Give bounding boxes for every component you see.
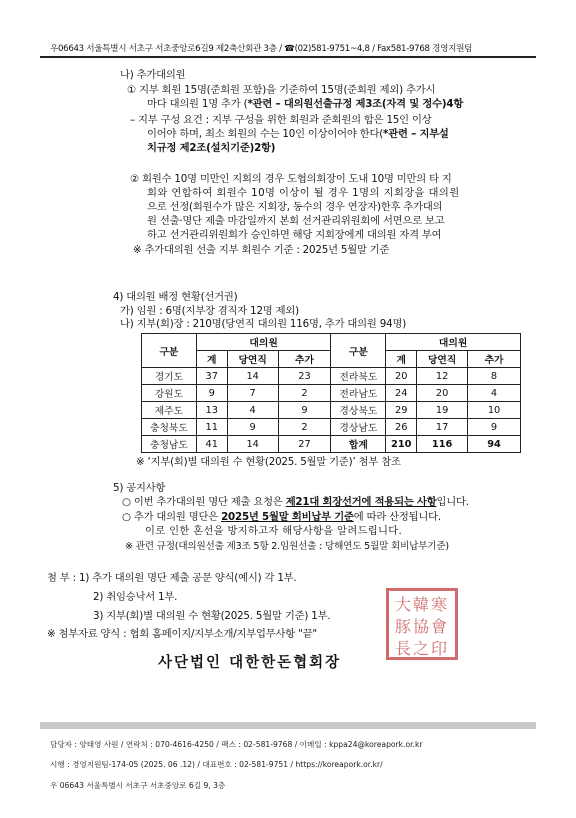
table-cell: 14	[227, 368, 278, 385]
letterhead-address: 우06643 서울특별시 서초구 서초중앙로6길9 제2축산회관 3층 / ☎(02)581-9751~4,8 / Fax581-9768 경영지원팀	[50, 44, 473, 54]
table-row	[142, 385, 521, 402]
branch-requirement-line3: 치규정 제2조(설치기준)2항)	[147, 142, 276, 154]
allocation-officers: 가) 임원 : 6명(지부장 겸직자 12명 제외)	[120, 305, 299, 317]
notice-item-1-text: ○ 이번 추가대의원 명단 제출 요청은	[122, 496, 286, 508]
table-cell: 충청북도	[142, 419, 197, 436]
notice-item-1	[122, 495, 469, 509]
section-title-delegate-allocation: 4) 대의원 배정 현황(선거권)	[113, 291, 238, 303]
table-header-total: 계	[196, 351, 227, 368]
table-cell: 9	[196, 385, 227, 402]
table-cell: 2	[278, 419, 331, 436]
notice-item-2-text: ○ 추가 대의원 명단은	[122, 511, 222, 523]
table-cell-total-label: 합계	[331, 436, 386, 453]
table-cell: 9	[227, 419, 278, 436]
table-cell: 29	[386, 402, 417, 419]
table-cell: 충청남도	[142, 436, 197, 453]
rule-item-2-line1: ② 회원수 10명 미만인 지회의 경우 도협의회장이 도내 10명 미만의 타 지	[130, 173, 452, 185]
notice-item-2	[122, 510, 441, 524]
table-cell: 10	[468, 402, 521, 419]
rule-item-2-line4: 원 선출·명단 제출 마감일까지 본회 선거관리위원회에 서면으로 보고	[147, 215, 445, 227]
attachment-note: ※ 첨부자료 양식 : 협회 홈페이지/지부소개/지부업무사항 "끝"	[47, 628, 317, 640]
allocation-branch-heads: 나) 지부(회)장 : 210명(당연직 대의원 116명, 추가 대의원 94명)	[120, 318, 407, 330]
table-header-delegates: 대의원	[196, 334, 331, 351]
table-cell-total: 210	[386, 436, 417, 453]
table-cell: 8	[468, 368, 521, 385]
table-header-delegates-right: 대의원	[386, 334, 521, 351]
table-header-region: 구분	[142, 334, 197, 368]
table-cell: 20	[386, 368, 417, 385]
table-cell: 경상남도	[331, 419, 386, 436]
rule-item-1-reference: *관련 – 대의원선출규정 제3조(자격 및 정수)4항	[247, 98, 464, 110]
table-cell: 경상북도	[331, 402, 386, 419]
table-reference-note: ※ ‘지부(회)별 대의원 수 현황(2025. 5월말 기준)’ 첨부 참조	[136, 456, 401, 468]
table-cell-total: 116	[417, 436, 468, 453]
table-cell: 경기도	[142, 368, 197, 385]
branch-requirement-line1: – 지부 구성 요건 : 지부 구성을 위한 회원과 준회원의 합은 15인 이상	[130, 114, 432, 126]
table-cell: 4	[227, 402, 278, 419]
table-header-additional: 추가	[278, 351, 331, 368]
table-cell: 7	[227, 385, 278, 402]
rule-item-1-line1: ① 지부 회원 15명(준회원 포함)을 기준하여 15명(준회원 제외) 추가시	[127, 84, 436, 96]
table-cell: 26	[386, 419, 417, 436]
table-cell: 12	[417, 368, 468, 385]
branch-requirement-text: 이어야 하며, 최소 회원의 수는 10인 이상이어야 한다(	[147, 128, 384, 140]
table-header-ex-officio-right: 당연직	[417, 351, 468, 368]
notice-item-1-emphasis: 제21대 회장선거에 적용되는 사항	[285, 496, 437, 508]
rule-item-2-line3: 으로 선정(회원수가 많은 지회장, 동수의 경우 연장자)한후 추가대의	[147, 201, 443, 213]
table-header-additional-right: 추가	[468, 351, 521, 368]
table-cell: 9	[278, 402, 331, 419]
table-cell-total: 94	[468, 436, 521, 453]
table-cell: 9	[468, 419, 521, 436]
table-cell: 20	[417, 385, 468, 402]
additional-delegate-note: ※ 추가대의원 선출 지부 회원수 기준 : 2025년 5월말 기준	[133, 244, 390, 256]
table-cell: 13	[196, 402, 227, 419]
header-divider	[40, 56, 536, 58]
table-row	[142, 368, 521, 385]
table-cell: 4	[468, 385, 521, 402]
rule-item-2-line5: 하고 선거관리위원회가 승인하면 해당 지회장에게 대의원 자격 부여	[147, 229, 442, 241]
notice-regulation-note: ※ 관련 규정(대의원선출 제3조 5항 2.임원선출 : 당해연도 5월말 회비납부기준)	[125, 541, 449, 552]
table-cell: 제주도	[142, 402, 197, 419]
table-cell: 24	[386, 385, 417, 402]
table-cell: 전라남도	[331, 385, 386, 402]
footer-address: 우 06643 서울특별시 서초구 서초중앙로 6길 9, 3층	[50, 781, 226, 790]
rule-item-1-text: 마다 대의원 1명 추가 (	[147, 98, 248, 110]
seal-text: 大韓寒豚協會長之印	[394, 595, 449, 658]
footer-document-number: 시행 : 경영지원팀-174-05 (2025. 06 .12) / 대표번호 : 02-581-9751 / https://koreapork.or.kr/	[50, 760, 383, 769]
table-header-ex-officio: 당연직	[227, 351, 278, 368]
section-title-notices: 5) 공지사항	[113, 482, 166, 494]
notice-item-1-end: 입니다.	[436, 496, 469, 508]
table-row	[142, 419, 521, 436]
rule-item-1-line2	[147, 97, 463, 111]
footer-divider	[40, 722, 536, 729]
table-header-total-right: 계	[386, 351, 417, 368]
attachment-1: 첨 부 : 1) 추가 대의원 명단 제출 공문 양식(예시) 각 1부.	[47, 572, 297, 584]
table-cell: 37	[196, 368, 227, 385]
table-cell: 2	[278, 385, 331, 402]
section-title-additional-delegates: 나) 추가대의원	[120, 69, 186, 81]
notice-item-2-end: 에 따라 산정됩니다.	[353, 511, 441, 523]
notice-item-2-emphasis: 2025년 5월말 회비납부 기준	[221, 511, 354, 523]
table-cell: 11	[196, 419, 227, 436]
table-cell: 강원도	[142, 385, 197, 402]
notice-item-2-line2: 이로 인한 혼선을 방지하고자 해당사항을 알려드립니다.	[145, 525, 403, 537]
footer-contact: 담당자 : 양태영 사원 / 연락처 : 070-4616-4250 / 팩스 : 02-581-9768 / 이메일 : kppa24@koreapork.or.kr	[50, 740, 423, 749]
table-cell: 14	[227, 436, 278, 453]
table-cell: 17	[417, 419, 468, 436]
table-cell: 27	[278, 436, 331, 453]
table-header-region-right: 구분	[331, 334, 386, 368]
official-seal	[386, 588, 458, 660]
table-row	[142, 402, 521, 419]
table-cell: 19	[417, 402, 468, 419]
sender-name: 사단법인 대한한돈협회장	[158, 655, 342, 671]
delegate-distribution-table	[141, 333, 521, 453]
branch-requirement-reference: *관련 – 지부설	[383, 128, 449, 140]
table-cell: 전라북도	[331, 368, 386, 385]
attachment-3: 3) 지부(회)별 대의원 수 현황(2025. 5월말 기준) 1부.	[93, 610, 331, 622]
table-cell: 41	[196, 436, 227, 453]
table-row	[142, 436, 521, 453]
branch-requirement-line2	[147, 127, 449, 141]
attachment-2: 2) 취임승낙서 1부.	[93, 591, 178, 603]
table-cell: 23	[278, 368, 331, 385]
rule-item-2-line2: 회와 연합하여 회원수 10명 이상이 될 경우 1명의 지회장을 대의원	[147, 187, 460, 199]
